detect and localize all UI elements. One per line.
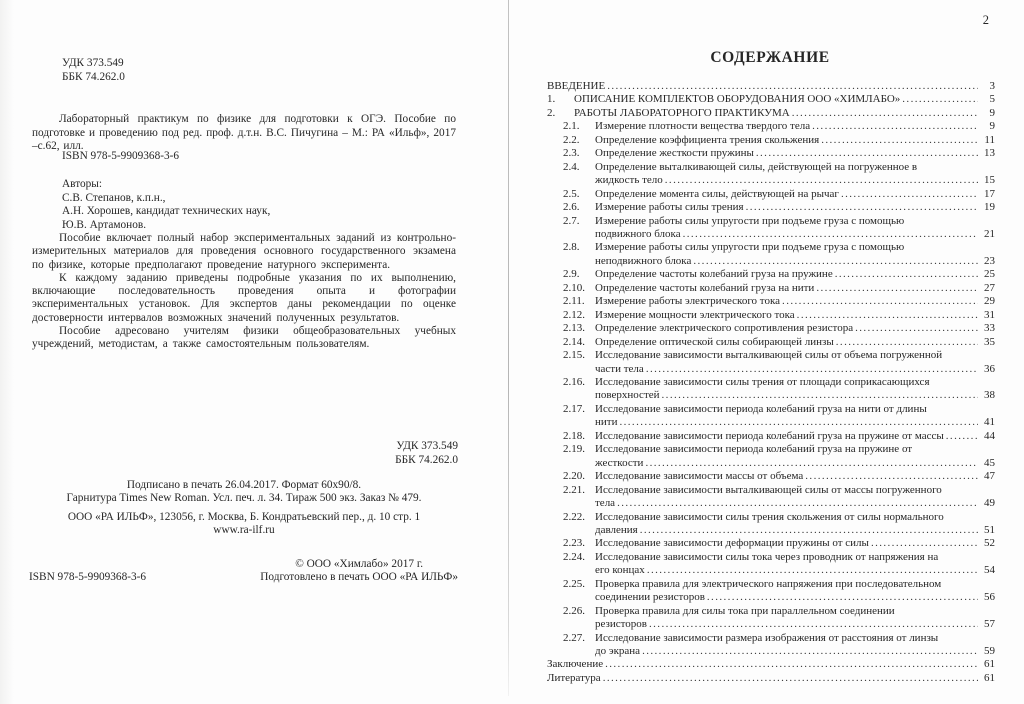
toc-dot-leader xyxy=(816,282,978,295)
toc-entry-text: жесткости xyxy=(595,456,644,469)
toc-entry-text: Исследование зависимости периода колебаний груза на пружине от массы xyxy=(595,429,944,442)
toc-entry-text: Исследование зависимости периода колебаний груза на нити от длины xyxy=(595,402,927,415)
toc-entry-text: соединении резисторов xyxy=(595,591,705,604)
toc-line xyxy=(563,322,995,335)
toc-line xyxy=(563,591,995,604)
toc-entry-number: 2.17. xyxy=(563,402,585,415)
toc-entry xyxy=(545,161,995,188)
toc-line xyxy=(547,93,995,106)
toc-page-number: 29 xyxy=(984,295,995,308)
udk-bbk-bottom-block xyxy=(395,440,458,467)
toc-entry-number: 2.21. xyxy=(563,483,585,496)
toc-entry xyxy=(545,322,995,335)
toc-dot-leader xyxy=(646,363,978,376)
toc-entry-number: 2.11. xyxy=(563,295,585,308)
toc-dot-leader xyxy=(805,470,978,483)
toc-entry-number: 2. xyxy=(547,106,556,119)
toc-entry xyxy=(545,120,995,133)
toc-line xyxy=(563,295,995,308)
toc-line xyxy=(563,457,995,470)
toc-page-number: 54 xyxy=(984,564,995,577)
toc-line xyxy=(563,309,995,322)
toc-entry-text: ВВЕДЕНИЕ xyxy=(547,80,606,92)
toc-entry-number: 2.19. xyxy=(563,443,585,456)
toc-entry-number: 2.2. xyxy=(563,133,580,146)
toc-entry-text: ОПИСАНИЕ КОМПЛЕКТОВ ОБОРУДОВАНИЯ ООО «ХИМЛАБО» xyxy=(574,93,901,106)
toc-dot-leader xyxy=(642,645,978,658)
udk-bbk-block xyxy=(62,57,125,84)
toc-line xyxy=(563,228,995,241)
copyright-line: © ООО «Химлабо» 2017 г. xyxy=(295,558,424,570)
toc-line xyxy=(563,349,995,362)
toc-dot-leader xyxy=(649,618,978,631)
toc-entry-text: Исследование зависимости выталкивающей силы от объема погруженной xyxy=(595,349,943,362)
toc-entry xyxy=(545,605,995,632)
toc-line xyxy=(563,134,995,147)
toc-line xyxy=(563,389,995,402)
toc-dot-leader xyxy=(605,658,978,671)
toc-dot-leader xyxy=(707,591,978,604)
toc-entry xyxy=(545,93,995,106)
toc-line xyxy=(563,241,995,254)
author-name: Ю.В. Артамонов. xyxy=(62,218,147,231)
toc-entry-text: Проверка правила для силы тока при параллельном соединении xyxy=(595,604,895,617)
toc-entry xyxy=(545,295,995,308)
toc-entry xyxy=(545,147,995,160)
toc-entry-text: Проверка правила для электрического напряжения при последовательном xyxy=(595,577,942,590)
authors-block xyxy=(62,178,270,232)
toc-line xyxy=(563,524,995,537)
toc-entry xyxy=(545,537,995,550)
toc-entry-text: Литература xyxy=(547,671,601,684)
toc-page-number: 49 xyxy=(984,497,995,510)
toc-line xyxy=(563,282,995,295)
toc-page-number: 47 xyxy=(984,470,995,483)
toc-page-number: 3 xyxy=(989,80,995,92)
toc-entry-text: Определение частоты колебаний груза на нити xyxy=(595,281,815,294)
isbn-bottom: ISBN 978-5-9909368-3-6 xyxy=(29,571,147,583)
toc-page-number: 23 xyxy=(984,254,995,267)
toc-page-number: 13 xyxy=(984,147,995,160)
toc-entry-text: Исследование зависимости выталкивающей силы от массы погруженного xyxy=(595,483,942,496)
toc-dot-leader xyxy=(693,255,978,268)
author-name: А.Н. Хорошев, кандидат технических наук, xyxy=(62,205,271,218)
toc-entry xyxy=(545,403,995,430)
toc-page-number: 57 xyxy=(984,618,995,631)
toc-entry-text: жидкость тело xyxy=(595,174,663,187)
toc-entry-text: Определение коэффициента трения скольжения xyxy=(595,133,820,146)
bbk-code-bottom: ББК 74.262.0 xyxy=(395,453,458,466)
toc-line xyxy=(563,147,995,160)
toc-entry-number: 2.9. xyxy=(563,268,580,281)
toc-entry xyxy=(545,376,995,403)
toc-page-number: 27 xyxy=(984,281,995,294)
toc-entry xyxy=(545,511,995,538)
toc-entry-text: резисторов xyxy=(595,618,647,631)
toc-entry-number: 2.26. xyxy=(563,604,585,617)
udk-code-bottom: УДК 373.549 xyxy=(396,440,458,452)
toc-entry xyxy=(545,443,995,470)
toc-entry xyxy=(545,309,995,322)
toc-dot-leader xyxy=(792,107,978,120)
toc-page-number: 17 xyxy=(984,187,995,200)
right-page xyxy=(545,13,995,685)
publisher-address: ООО «РА ИЛЬФ», 123056, г. Москва, Б. Кондратьевский пер., д. 10 стр. 1 xyxy=(67,511,421,523)
toc-line xyxy=(563,120,995,133)
toc-entry-text: Исследование зависимости силы трения скольжения от силы нормального xyxy=(595,510,944,523)
toc-line xyxy=(563,255,995,268)
udk-code: УДК 373.549 xyxy=(62,57,124,69)
toc-entry-text: Исследование зависимости деформации пружины от силы xyxy=(595,537,869,550)
toc-entry xyxy=(545,578,995,605)
toc-entry-text: нити xyxy=(595,416,618,429)
toc-dot-leader xyxy=(841,188,978,201)
print-info-line: Гарнитура Times New Roman. Усл. печ. л. 34. Тираж 500 экз. Заказ № 479. xyxy=(66,492,422,505)
isbn-top: ISBN 978-5-9909368-3-6 xyxy=(62,150,180,162)
toc-entry xyxy=(545,107,995,120)
page-spine-divider xyxy=(508,0,509,696)
toc-line xyxy=(563,403,995,416)
toc-line xyxy=(547,107,995,120)
toc-entry-text: Определение оптической силы собирающей линзы xyxy=(595,335,834,348)
toc-line xyxy=(563,511,995,524)
publisher-block xyxy=(32,511,456,537)
toc-line xyxy=(563,632,995,645)
toc-dot-leader xyxy=(607,80,978,93)
toc-page-number: 33 xyxy=(984,322,995,335)
toc-page-number: 15 xyxy=(984,174,995,187)
author-name: С.В. Степанов, к.п.н., xyxy=(62,191,166,204)
toc-page-number: 9 xyxy=(989,120,995,133)
toc-page-number: 19 xyxy=(984,201,995,214)
toc-entry-number: 2.16. xyxy=(563,375,585,388)
toc-dot-leader xyxy=(645,457,978,470)
toc-entry-number: 2.25. xyxy=(563,577,585,590)
toc-page-number: 45 xyxy=(984,456,995,469)
toc-entry xyxy=(545,241,995,268)
toc-entry xyxy=(545,282,995,295)
toc-line xyxy=(563,161,995,174)
toc-dot-leader xyxy=(662,389,978,402)
toc-line xyxy=(563,564,995,577)
toc-entry-text: неподвижного блока xyxy=(595,254,692,267)
toc-page-number: 59 xyxy=(984,645,995,658)
toc-line xyxy=(563,618,995,631)
toc-page-number: 51 xyxy=(984,523,995,536)
toc-entry-number: 2.18. xyxy=(563,429,585,442)
toc-entry-text: тела xyxy=(595,497,616,510)
toc-line xyxy=(563,430,995,443)
toc-dot-leader xyxy=(836,336,978,349)
toc-line xyxy=(563,215,995,228)
toc-entry-number: 2.23. xyxy=(563,537,585,550)
toc-entry xyxy=(545,80,995,93)
toc-entry-text: подвижного блока xyxy=(595,227,681,240)
toc-page-number: 31 xyxy=(984,308,995,321)
toc-page-number: 9 xyxy=(989,106,995,119)
toc-entry-number: 2.20. xyxy=(563,470,585,483)
toc-entry-number: 2.10. xyxy=(563,281,585,294)
toc-line xyxy=(547,80,995,93)
annotation-paragraph: К каждому заданию приведены подробные указания по их выполнению, включающие последовательность проведения опыта и фотографии экспериментальных установок. Для экспертов даны рекомендации по оценке достоверности интервалов возможных значений полученных результатов. xyxy=(32,271,456,324)
toc-line xyxy=(563,605,995,618)
toc-entry-text: Определение жесткости пружины xyxy=(595,147,754,160)
toc-dot-leader xyxy=(665,174,978,187)
toc-line xyxy=(563,416,995,429)
toc-entry xyxy=(545,672,995,685)
annotation-paragraph: Пособие адресовано учителям физики общеобразовательных учебных учреждений, методистам, а также самостоятельным пользователям. xyxy=(32,325,456,351)
toc-page-number: 41 xyxy=(984,416,995,429)
toc-line xyxy=(563,537,995,550)
toc-line xyxy=(563,268,995,281)
toc-entry-text: Исследование зависимости силы трения от площади соприкасающихся xyxy=(595,375,930,388)
toc-dot-leader xyxy=(821,134,978,147)
toc-entry-number: 2.6. xyxy=(563,201,580,214)
toc-entry xyxy=(545,215,995,242)
toc-heading: СОДЕРЖАНИЕ xyxy=(710,49,830,66)
toc-entry xyxy=(545,551,995,578)
toc-entry-number: 2.14. xyxy=(563,335,585,348)
toc-entry-number: 2.4. xyxy=(563,160,580,173)
toc-entry-number: 2.8. xyxy=(563,241,580,254)
toc-dot-leader xyxy=(835,268,978,281)
print-info-line: Подписано в печать 26.04.2017. Формат 60х90/8. xyxy=(126,479,362,491)
toc-entry xyxy=(545,188,995,201)
toc-entry-number: 2.7. xyxy=(563,214,580,227)
toc-line xyxy=(563,551,995,564)
toc-entry-text: поверхностей xyxy=(595,389,660,402)
toc-page-number: 25 xyxy=(984,268,995,281)
toc-line xyxy=(563,578,995,591)
toc-entry xyxy=(545,632,995,659)
toc-list xyxy=(545,80,995,685)
toc-entry-text: Измерение работы силы упругости при подъеме груза с помощью xyxy=(595,241,905,254)
toc-line xyxy=(563,174,995,187)
toc-dot-leader xyxy=(619,416,978,429)
toc-page-number: 5 xyxy=(989,93,995,106)
publisher-website: www.ra-ilf.ru xyxy=(213,524,275,537)
toc-line xyxy=(563,376,995,389)
toc-entry-number: 1. xyxy=(547,93,556,106)
toc-dot-leader xyxy=(640,524,978,537)
toc-entry-text: Измерение работы силы трения xyxy=(595,201,744,214)
toc-entry-text: Измерение плотности вещества твердого тела xyxy=(595,120,811,133)
toc-dot-leader xyxy=(647,564,978,577)
toc-entry-text: РАБОТЫ ЛАБОРАТОРНОГО ПРАКТИКУМА xyxy=(574,106,790,119)
authors-label: Авторы: xyxy=(62,178,103,190)
toc-entry-text: Измерение работы электрического тока xyxy=(595,295,781,308)
toc-entry-number: 2.5. xyxy=(563,187,580,200)
toc-entry-text: давления xyxy=(595,523,638,536)
toc-entry-text: до экрана xyxy=(595,645,641,658)
toc-page-number: 38 xyxy=(984,389,995,402)
toc-entry-text: Измерение работы силы упругости при подъеме груза с помощью xyxy=(595,214,905,227)
toc-line xyxy=(563,201,995,214)
toc-dot-leader xyxy=(603,672,978,685)
toc-page-number: 21 xyxy=(984,227,995,240)
toc-entry-text: его концах xyxy=(595,564,645,577)
toc-entry-text: Исследование зависимости периода колебаний груза на пружине от xyxy=(595,443,913,456)
toc-dot-leader xyxy=(946,430,978,443)
toc-entry-text: Заключение xyxy=(547,658,604,671)
toc-page-number: 61 xyxy=(984,671,995,684)
toc-dot-leader xyxy=(617,497,978,510)
toc-dot-leader xyxy=(746,201,978,214)
toc-page-number: 52 xyxy=(984,537,995,550)
toc-entry xyxy=(545,268,995,281)
toc-entry-number: 2.12. xyxy=(563,308,585,321)
bbk-code: ББК 74.262.0 xyxy=(62,70,125,83)
toc-entry-text: части тела xyxy=(595,362,644,375)
copyright-block xyxy=(260,558,458,584)
toc-entry-text: Определение выталкивающей силы, действующей на погруженное в xyxy=(595,160,918,173)
left-page xyxy=(29,0,460,704)
toc-entry xyxy=(545,134,995,147)
toc-dot-leader xyxy=(812,120,978,133)
toc-entry-text: Исследование зависимости размера изображения от расстояния от линзы xyxy=(595,631,939,644)
page-number: 2 xyxy=(982,13,989,27)
toc-entry xyxy=(545,349,995,376)
toc-entry-text: Определение электрического сопротивления резистора xyxy=(595,322,854,335)
copyright-line: Подготовлено в печать ООО «РА ИЛЬФ» xyxy=(260,571,458,584)
toc-dot-leader xyxy=(756,147,978,160)
toc-entry-number: 2.13. xyxy=(563,322,585,335)
toc-entry xyxy=(545,484,995,511)
toc-entry-number: 2.22. xyxy=(563,510,585,523)
toc-line xyxy=(563,188,995,201)
toc-page-number: 61 xyxy=(984,658,995,671)
toc-entry-number: 2.3. xyxy=(563,147,580,160)
toc-entry-text: Определение момента силы, действующей на рычаг xyxy=(595,187,839,200)
toc-page-number: 36 xyxy=(984,362,995,375)
toc-entry-text: Исследование зависимости массы от объема xyxy=(595,470,804,483)
toc-page-number: 35 xyxy=(984,335,995,348)
toc-entry-number: 2.27. xyxy=(563,631,585,644)
toc-entry-number: 2.24. xyxy=(563,550,585,563)
toc-page-number: 56 xyxy=(984,591,995,604)
annotation-paragraph: Пособие включает полный набор экспериментальных заданий из контрольно-измерительных материалов для проведения основного государственного экзамена по физике, которые предполагают проведение натурного эксперимента. xyxy=(32,232,456,271)
toc-entry xyxy=(545,201,995,214)
toc-entry-text: Исследование зависимости силы тока через проводник от напряжения на xyxy=(595,550,939,563)
toc-line xyxy=(547,658,995,671)
toc-line xyxy=(563,336,995,349)
annotation-block xyxy=(32,232,456,352)
toc-line xyxy=(563,363,995,376)
toc-line xyxy=(563,484,995,497)
toc-line xyxy=(563,470,995,483)
toc-entry-number: 2.1. xyxy=(563,120,580,133)
toc-entry xyxy=(545,336,995,349)
print-info-block xyxy=(32,479,456,505)
toc-page-number: 44 xyxy=(984,429,995,442)
toc-entry-text: Измерение мощности электрического тока xyxy=(595,308,795,321)
toc-dot-leader xyxy=(902,93,978,106)
toc-entry-number: 2.15. xyxy=(563,349,585,362)
toc-page-number: 11 xyxy=(984,133,995,146)
toc-line xyxy=(563,443,995,456)
toc-line xyxy=(547,672,995,685)
toc-dot-leader xyxy=(683,228,978,241)
toc-line xyxy=(563,645,995,658)
toc-entry xyxy=(545,658,995,671)
toc-dot-leader xyxy=(871,537,978,550)
toc-entry xyxy=(545,470,995,483)
bibliographic-description: Лабораторный практикум по физике для подготовки к ОГЭ. Пособие по подготовке и проведению под ред. проф. д.т.н. В.С. Пичугина – М.: РА «Ильф», 2017 –с.62, илл. xyxy=(32,113,456,153)
toc-entry xyxy=(545,430,995,443)
toc-line xyxy=(563,497,995,510)
toc-dot-leader xyxy=(782,295,978,308)
toc-entry-text: Определение частоты колебаний груза на пружине xyxy=(595,268,833,281)
toc-dot-leader xyxy=(855,322,978,335)
toc-dot-leader xyxy=(797,309,978,322)
